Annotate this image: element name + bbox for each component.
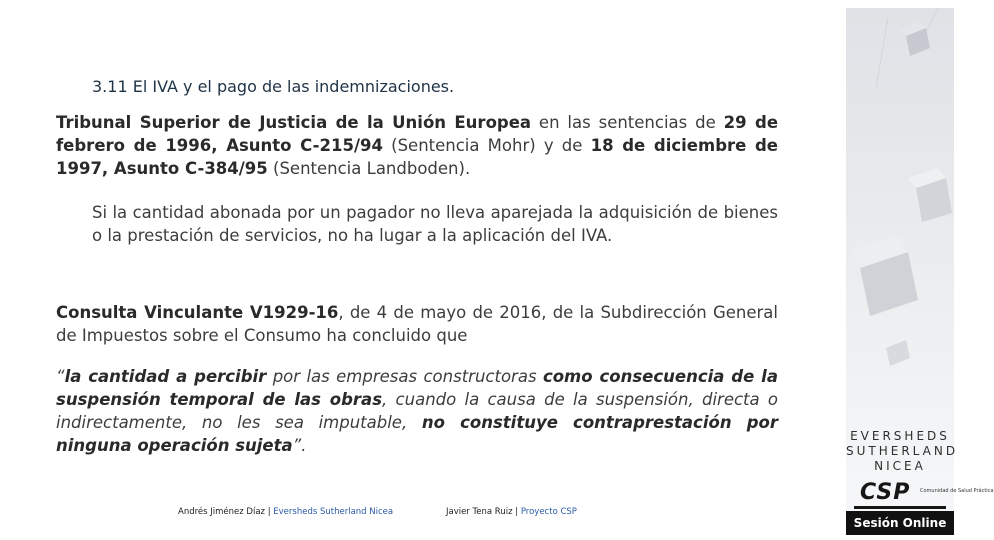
author-name: Andrés Jiménez Díaz | [178, 507, 274, 517]
csp-tagline: Comunidad de Salud Práctica [920, 488, 994, 494]
paragraph-consulta [56, 301, 778, 347]
cube-top [900, 22, 930, 56]
footer-author-2 [446, 507, 577, 517]
session-online-badge: Sesión Online [846, 511, 954, 535]
eversheds-logo [846, 429, 959, 474]
text-segment: (Sentencia Landboden). [267, 159, 471, 178]
author-organization: Proyecto CSP [520, 507, 577, 517]
text-segment: por las empresas constructoras [266, 367, 543, 386]
logo-line-3: NICEA [874, 459, 926, 473]
paragraph-principle: Si la cantidad abonada por un pagador no lleva aparejada la adquisición de bienes o la prestación de servicios, no ha lugar a la aplicación del IVA. [92, 203, 778, 245]
author-organization: Eversheds Sutherland Nicea [273, 507, 394, 517]
ruling-date-2: 18 de diciembre de 1997, Asunto C-384/95 [56, 136, 779, 178]
quote-bold-2: como consecuencia de la suspensión temporal de las obras [56, 367, 778, 409]
author-name: Javier Tena Ruiz | [446, 507, 521, 517]
cube-small [886, 340, 910, 366]
logo-line-1: EVERSHEDS [850, 429, 950, 443]
cube-large [850, 236, 918, 316]
csp-underline [854, 506, 946, 509]
consulta-reference: Consulta Vinculante V1929-16 [56, 303, 339, 322]
quote-open: “ [56, 367, 65, 386]
cube-middle [908, 168, 952, 222]
ruling-date-1: 29 de febrero de 1996, Asunto C-215/94 [56, 113, 779, 155]
quote-close: ”. [292, 436, 307, 455]
text-segment: en las sentencias de [531, 113, 724, 132]
court-name: Tribunal Superior de Justicia de la Unión Europea [56, 113, 532, 132]
logo-line-2: SUTHERLAND [846, 444, 959, 458]
sidebar-decoration [846, 8, 994, 532]
paragraph-quote [56, 365, 778, 457]
paragraph-tribunal [56, 111, 778, 180]
text-segment: , cuando la causa de la suspensión, directa o indirectamente, no les sea imputable, [56, 390, 779, 432]
section-heading: 3.11 El IVA y el pago de las indemnizaciones. [92, 77, 455, 96]
csp-wordmark: CSP [860, 480, 911, 505]
text-segment: (Sentencia Mohr) y de [382, 136, 591, 155]
text-segment: , de 4 de mayo de 2016, de la Subdirección General de Impuestos sobre el Consumo ha concluido que [56, 303, 778, 345]
footer-author-1 [178, 507, 393, 517]
quote-bold-3: no constituye contraprestación por ninguna operación sujeta [56, 413, 779, 455]
quote-bold-1: la cantidad a percibir [64, 367, 267, 386]
